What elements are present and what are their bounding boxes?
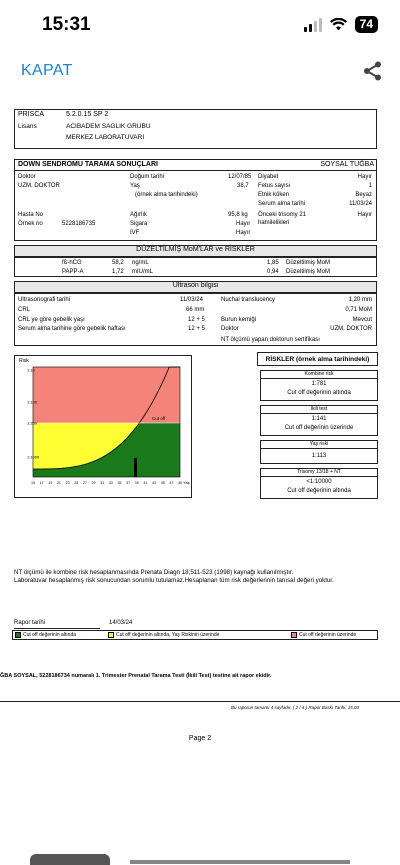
legend-yellow-label: Cut off değerinin altında, Yaş Riskinin üzerinde (116, 632, 220, 638)
report-document (0, 100, 400, 740)
app-name: PRISCA (18, 111, 45, 118)
serum-age-value: 12 + 5 (188, 326, 205, 332)
report-date-value: 14/03/24 (109, 620, 133, 626)
chart-y-tick-label: 1:1000 (27, 454, 40, 460)
chart-x-tick-label: 19 (48, 481, 53, 485)
dual-test-divider (260, 413, 378, 414)
wifi-icon (330, 18, 347, 31)
mom-row-1-label: Düzeltilmiş MoM (286, 260, 331, 266)
footer-rule (0, 701, 400, 702)
chart-region-above-cutoff (33, 367, 180, 423)
dual-test-value: 1:141 (311, 416, 327, 422)
chart-x-tick-label: 39 (134, 481, 139, 485)
diabetes-label: Diyabet (258, 174, 279, 180)
age-risk-divider (260, 448, 378, 449)
signal-icon (304, 18, 322, 32)
trisomy-risk-note: Cut off değerinin altında (287, 488, 351, 494)
chart-x-tick-label: 23 (65, 481, 70, 485)
smoking-value: Hayır (236, 221, 251, 227)
mom-row-2-unit: mIU/mL (132, 269, 153, 275)
legend-red-label: Cut off değerinin üzerinde (299, 632, 357, 638)
crl-age-value: 12 + 5 (188, 317, 205, 323)
nt-certificate: NT ölçümü yapan doktorun sertifikası (221, 337, 320, 343)
nav-bar (0, 50, 400, 94)
prev-trisomy-value: Hayır (357, 212, 372, 218)
risk-chart (14, 355, 192, 498)
report-date-underline (14, 628, 100, 629)
nt-label: Nuchal translucency (221, 297, 276, 303)
combined-risk-divider (260, 378, 378, 379)
birth-value: 12/07/85 (228, 174, 252, 180)
patient-no-label: Hasta No (18, 212, 44, 218)
chart-y-tick-label: 1:250 (27, 420, 38, 426)
serum-value: 11/03/24 (349, 201, 372, 207)
license-label: Lisans (18, 123, 37, 130)
mom-row-1-name: fß-hCG (62, 260, 82, 266)
chart-x-tick-label: 35 (117, 481, 122, 485)
prev-trisomy-label-2: hamilelikleri (258, 220, 290, 226)
age-note: (örnek alma tarihindeki) (135, 192, 198, 198)
sample-no-label: Örnek no (18, 221, 43, 227)
ethnic-label: Etnik köken (258, 192, 290, 198)
legend-red-swatch (291, 632, 297, 638)
weight-label: Ağırlık (130, 212, 148, 218)
mom-header: DÜZELTİLMİŞ MoM'LAR ve RİSKLER (14, 245, 377, 257)
footer-statement: ĞBA SOYSAL, 5228186734 numaralı 1. Trimester Prenatal Tarama Testi (İkili Test) testine ait rapor ekidir. (0, 673, 272, 679)
report-title: DOWN SENDROMU TARAMA SONUÇLARI (18, 161, 158, 168)
next-page-text-stub (130, 860, 350, 864)
disclaimer-note: Laboratuvar hesaplanmış risk sonucundan sorumlu tutulamaz.Hesaplanan tüm risk değerlerinin tanısal değeri yoktur. (14, 577, 334, 584)
footer-page-info: Bu raporun tamamı 4 sayfadır. ( 2 / 4 ) Rapor Baskı Tarihi: 15.03 (231, 705, 359, 710)
combined-risk-value: 1:781 (311, 381, 327, 387)
chart-x-tick-label: 37 (126, 481, 131, 485)
trisomy-risk-value: <1:10000 (306, 479, 332, 485)
prev-trisomy-label: Önceki trisomy 21 (258, 212, 307, 218)
chart-x-tick-label: 47 (169, 481, 174, 485)
serum-age-label: Serum alma tarihine göre gebelik haftası (18, 326, 126, 332)
chart-x-tick-label: 31 (100, 481, 105, 485)
trisomy-risk-divider (260, 476, 378, 477)
mom-row-2-value: 1,72 (112, 269, 124, 275)
chart-x-tick-label: 41 (143, 481, 148, 485)
next-page-preview (0, 848, 400, 865)
chart-x-tick-label: 45 (160, 481, 165, 485)
crl-label: CRL (18, 307, 31, 313)
battery-indicator: 74 (355, 16, 378, 33)
next-page-shape (30, 854, 110, 865)
doctor-label: Doktor (18, 174, 36, 180)
mom-row-2-label: Düzeltilmiş MoM (286, 269, 331, 275)
chart-x-tick-label: 15 (31, 481, 35, 485)
age-risk-value: 1:113 (311, 453, 327, 459)
us-date-value: 11/03/24 (180, 297, 203, 303)
us-doctor-value: UZM. DOKTOR (330, 326, 372, 332)
legend-yellow-swatch (108, 632, 114, 638)
trisomy-risk-label: Trisomy 13/18 + NT (297, 469, 341, 475)
reference-note: NT ölçümü ile kombine risk hesaplanmasında Prenata Diagn 18;511-523 (1998) kaynağı kullanılmıştır. (14, 569, 294, 576)
chart-x-tick-label: 29 (91, 481, 96, 485)
diabetes-value: Hayır (357, 174, 372, 180)
chart-y-tick-label: 1:100 (27, 399, 38, 405)
mom-row-2-mom: 0,94 (267, 269, 279, 275)
sample-no-value: 5228186735 (62, 221, 96, 227)
fetus-value: 1 (368, 183, 372, 189)
patient-name: SOYSAL TUĞBA (320, 161, 374, 168)
combined-risk-label: Kombine risk (304, 371, 334, 377)
us-date-label: Ultrasonografi tarihi (18, 297, 71, 303)
share-icon[interactable] (362, 60, 384, 82)
ivf-label: IVF (130, 230, 140, 236)
nasal-label: Burun kemiği (221, 317, 257, 323)
dual-test-label: İkili test (310, 406, 328, 412)
chart-x-tick-label: 17 (39, 481, 44, 485)
chart-patient-marker (134, 458, 137, 477)
crl-value: 66 mm (186, 307, 205, 313)
mom-row-1-unit: ng/mL (132, 260, 149, 266)
page-number: Page 2 (188, 735, 212, 742)
chart-x-tick-label: 43 (152, 481, 157, 485)
status-time: 15:31 (42, 14, 91, 35)
status-bar (0, 0, 400, 50)
patient-info-box (14, 159, 377, 241)
mom-row-2-name: PAPP-A (62, 269, 84, 275)
close-button[interactable]: KAPAT (21, 62, 73, 79)
report-date-label: Rapor tarihi (14, 620, 46, 626)
age-risk-label: Yaş riski (309, 441, 329, 447)
us-doctor-label: Doktor (221, 326, 239, 332)
app-version: 5.2.0.15 SP 2 (66, 111, 109, 118)
status-icons (304, 16, 378, 33)
smoking-label: Sigara (130, 221, 148, 227)
nt-value: 1,20 mm (348, 297, 372, 303)
combined-risk-note: Cut off değerinin altında (287, 390, 351, 396)
chart-y-tick-label: 1:10 (27, 367, 35, 373)
legend-green-label: Cut off değerinin altında (23, 632, 77, 638)
chart-cutoff-label: Cut off (152, 416, 166, 421)
title-divider (14, 170, 377, 171)
ivf-value: Hayır (236, 230, 251, 236)
license-value: ACIBADEM SAGLIK GRUBU (66, 123, 151, 130)
ultrasound-header: Ultrason bilgisi (14, 281, 377, 293)
mom-row-1-mom: 1,85 (267, 260, 279, 266)
legend-green-swatch (15, 632, 21, 638)
nasal-value: Mevcut (352, 317, 372, 323)
chart-x-tick-label: 49 (178, 481, 182, 485)
lab-name: MERKEZ LABORATUVARI (66, 134, 145, 141)
weight-value: 95,8 kg (228, 212, 248, 218)
age-value: 38,7 (237, 183, 249, 189)
dual-test-note: Cut off değerinin üzerinde (284, 425, 354, 431)
nt-mom: 0,71 MoM (345, 307, 372, 313)
mom-row-1-value: 58,2 (112, 260, 124, 266)
chart-x-tick-label: 33 (108, 481, 113, 485)
chart-x-axis-label: Yaş (183, 480, 190, 485)
serum-label: Serum alma tarihi (258, 201, 306, 207)
birth-label: Doğum tarihi (130, 174, 165, 180)
risks-title: RİSKLER (örnek alma tarihindeki) (265, 356, 370, 363)
doctor-value: UZM. DOKTOR (18, 183, 60, 189)
chart-x-tick-label: 25 (74, 481, 79, 485)
age-label: Yaş (130, 183, 140, 189)
ethnic-value: Beyaz (355, 192, 372, 198)
chart-x-tick-label: 27 (82, 481, 87, 485)
chart-x-tick-label: 21 (56, 481, 61, 485)
chart-title: Risk (19, 358, 29, 364)
fetus-label: Fetus sayısı (258, 183, 291, 189)
crl-age-label: CRL ye göre gebelik yaşı (18, 317, 85, 323)
